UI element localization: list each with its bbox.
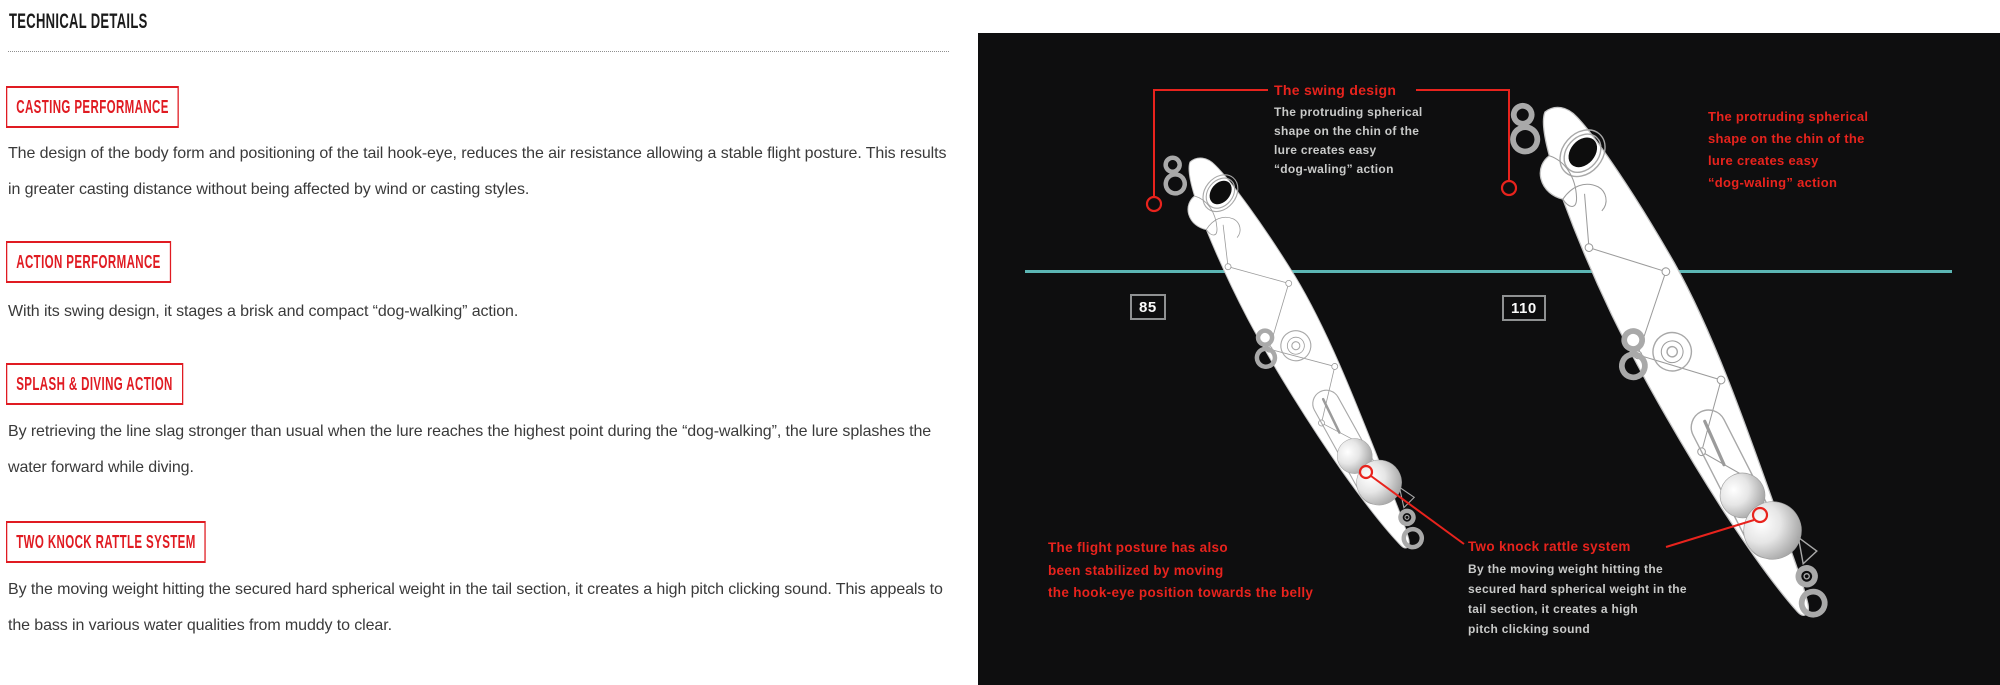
swing-design-description bbox=[1274, 103, 1423, 179]
callout-circle-chin-110 bbox=[1502, 181, 1516, 195]
rattle-system-title: Two knock rattle system bbox=[1468, 539, 1631, 554]
section-heading-casting bbox=[6, 86, 179, 128]
annotation-line: lure creates easy bbox=[1708, 153, 1819, 168]
annotation-line: The protruding spherical bbox=[1708, 109, 1869, 124]
annotation-line: lure creates easy bbox=[1274, 143, 1377, 157]
lure-diagram-panel bbox=[978, 33, 2000, 685]
page-title: TECHNICAL DETAILS bbox=[9, 10, 148, 33]
water-line bbox=[1025, 270, 1952, 273]
size-badge-110: 110 bbox=[1502, 295, 1546, 321]
flight-posture-annotation bbox=[1048, 537, 1313, 605]
section-heading-action bbox=[6, 241, 171, 283]
lure-illustration-85 bbox=[1151, 133, 1439, 571]
section-heading-splash bbox=[6, 363, 183, 405]
chin-shape-annotation bbox=[1708, 106, 1868, 194]
swing-design-title: The swing design bbox=[1274, 82, 1397, 98]
technical-details-pane bbox=[0, 0, 965, 685]
annotation-line: The flight posture has also bbox=[1048, 540, 1228, 555]
annotation-line: the hook-eye position towards the belly bbox=[1048, 585, 1314, 600]
dotted-divider bbox=[8, 51, 949, 52]
annotation-line: tail section, it creates a high bbox=[1468, 602, 1639, 616]
section-heading-label: CASTING PERFORMANCE bbox=[16, 97, 169, 117]
annotation-line: The protruding spherical bbox=[1274, 105, 1423, 119]
annotation-line: pitch clicking sound bbox=[1468, 622, 1591, 636]
section-body-rattle: By the moving weight hitting the secured hard spherical weight in the tail section, it creates a high pitch clicking sound. This appeals to the bass in various water qualities from muddy to clear. bbox=[8, 581, 943, 634]
callout-circle-chin-85 bbox=[1147, 197, 1161, 211]
section-heading-rattle bbox=[6, 521, 206, 563]
annotation-line: “dog-waling” action bbox=[1708, 175, 1838, 190]
annotation-line: “dog-waling” action bbox=[1274, 162, 1394, 176]
size-badge-85: 85 bbox=[1130, 294, 1166, 320]
section-body-splash: By retrieving the line slag stronger than usual when the lure reaches the highest point during the “dog-walking”, the lure splashes the water forward while diving. bbox=[8, 423, 932, 476]
section-heading-label: TWO KNOCK RATTLE SYSTEM bbox=[16, 532, 196, 552]
annotation-line: shape on the chin of the bbox=[1708, 131, 1865, 146]
annotation-line: secured hard spherical weight in the bbox=[1468, 582, 1687, 596]
section-heading-label: SPLASH & DIVING ACTION bbox=[16, 374, 173, 394]
annotation-line: shape on the chin of the bbox=[1274, 124, 1420, 138]
annotation-line: By the moving weight hitting the bbox=[1468, 562, 1663, 576]
annotation-line: been stabilized by moving bbox=[1048, 562, 1224, 578]
section-body-action: With its swing design, it stages a brisk and compact “dog-walking” action. bbox=[8, 303, 519, 320]
section-body-casting: The design of the body form and positioning of the tail hook-eye, reduces the air resistance allowing a stable flight posture. This results in greater casting distance without being affected by wind or casting styles. bbox=[8, 145, 947, 198]
section-heading-label: ACTION PERFORMANCE bbox=[16, 252, 161, 272]
rattle-system-description bbox=[1468, 559, 1687, 639]
